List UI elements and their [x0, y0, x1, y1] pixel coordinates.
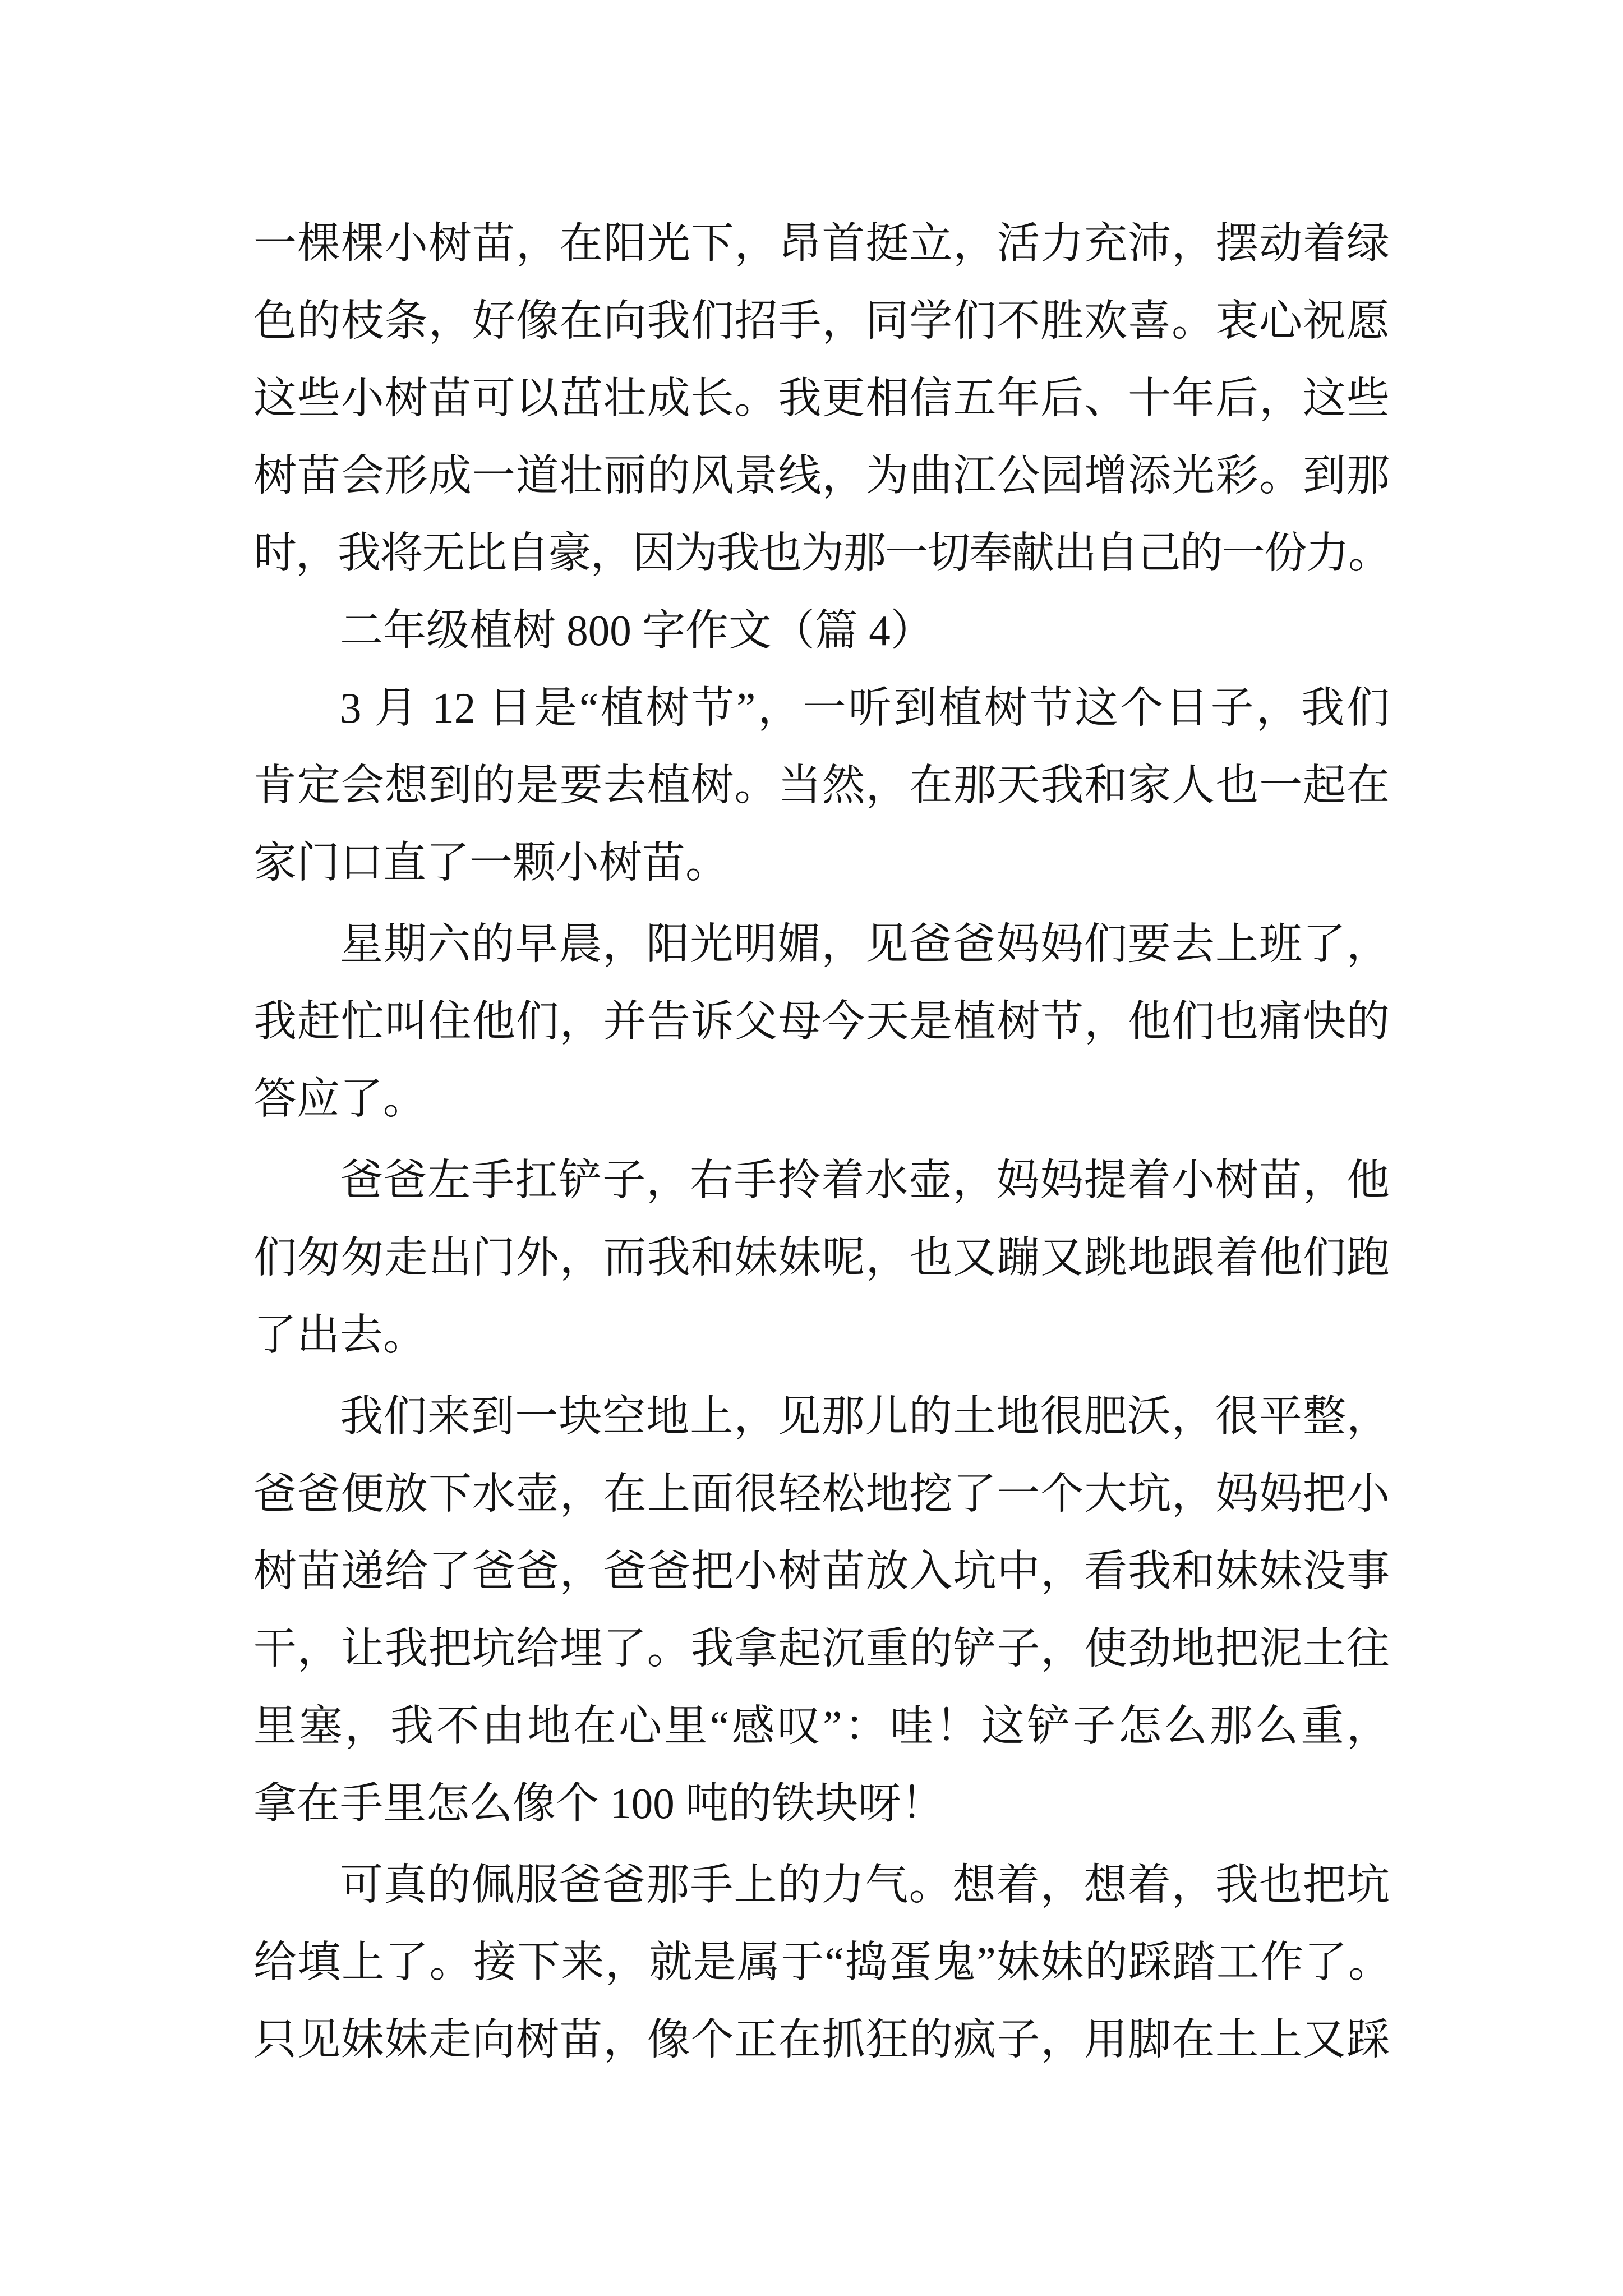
section-heading-text: 二年级植树 800 字作文（篇 4）: [340, 606, 934, 655]
paragraph-line: 这些小树苗可以茁壮成长。我更相信五年后、十年后，这些: [253, 374, 1390, 422]
paragraph-line: 答应了。: [253, 1075, 426, 1123]
paragraph-line: 家门口直了一颗小树苗。: [253, 839, 728, 887]
paragraph-line: 肯定会想到的是要去植树。当然，在那天我和家人也一起在: [253, 761, 1390, 809]
paragraph-line: 给填上了。接下来，就是属于“捣蛋鬼”妹妹的踩踏工作了。: [253, 1938, 1390, 1986]
paragraph-line: 树苗递给了爸爸，爸爸把小树苗放入坑中，看我和妹妹没事: [253, 1547, 1390, 1595]
paragraph: [253, 205, 1390, 592]
paragraph: [253, 1142, 1390, 1374]
paragraph-line: 星期六的早晨，阳光明媚，见爸爸妈妈们要去上班了，: [340, 920, 1390, 968]
paragraph-line: 色的枝条，好像在向我们招手，同学们不胜欢喜。衷心祝愿: [253, 297, 1390, 345]
paragraph-line: 拿在手里怎么像个 100 吨的铁块呀！: [253, 1779, 944, 1828]
paragraph-line: 可真的佩服爸爸那手上的力气。想着，想着，我也把坑: [340, 1861, 1390, 1909]
paragraph-line: 3 月 12 日是“植树节”，一听到植树节这个日子，我们: [340, 684, 1390, 732]
paragraph: [253, 669, 1390, 901]
paragraph-line: 树苗会形成一道壮丽的风景线，为曲江公园增添光彩。到那: [253, 452, 1390, 500]
paragraph: [253, 905, 1390, 1138]
paragraph: [253, 1846, 1390, 2078]
paragraph-line: 爸爸便放下水壶，在上面很轻松地挖了一个大坑，妈妈把小: [253, 1470, 1390, 1518]
document-body: [253, 205, 1390, 2078]
paragraph: [253, 1378, 1390, 1842]
paragraph-line: 我们来到一块空地上，见那儿的土地很肥沃，很平整，: [340, 1392, 1390, 1441]
paragraph-line: 干，让我把坑给埋了。我拿起沉重的铲子，使劲地把泥土往: [253, 1625, 1390, 1673]
paragraph-line: 了出去。: [253, 1311, 426, 1359]
paragraph-line: 只见妹妹走向树苗，像个正在抓狂的疯子，用脚在土上又踩: [253, 2016, 1390, 2064]
paragraph-line: 们匆匆走出门外，而我和妹妹呢，也又蹦又跳地跟着他们跑: [253, 1234, 1390, 1282]
paragraph-line: 我赶忙叫住他们，并告诉父母今天是植树节，他们也痛快的: [253, 997, 1390, 1046]
paragraph-line: 爸爸左手扛铲子，右手拎着水壶，妈妈提着小树苗，他: [340, 1156, 1390, 1204]
paragraph-line: 里塞，我不由地在心里“感叹”：哇！这铲子怎么那么重，: [253, 1702, 1390, 1750]
paragraph-line: 一棵棵小树苗，在阳光下，昂首挺立，活力充沛，摆动着绿: [253, 219, 1390, 268]
section-heading: [253, 592, 1390, 669]
paragraph-line: 时，我将无比自豪，因为我也为那一切奉献出自己的一份力。: [253, 529, 1390, 577]
